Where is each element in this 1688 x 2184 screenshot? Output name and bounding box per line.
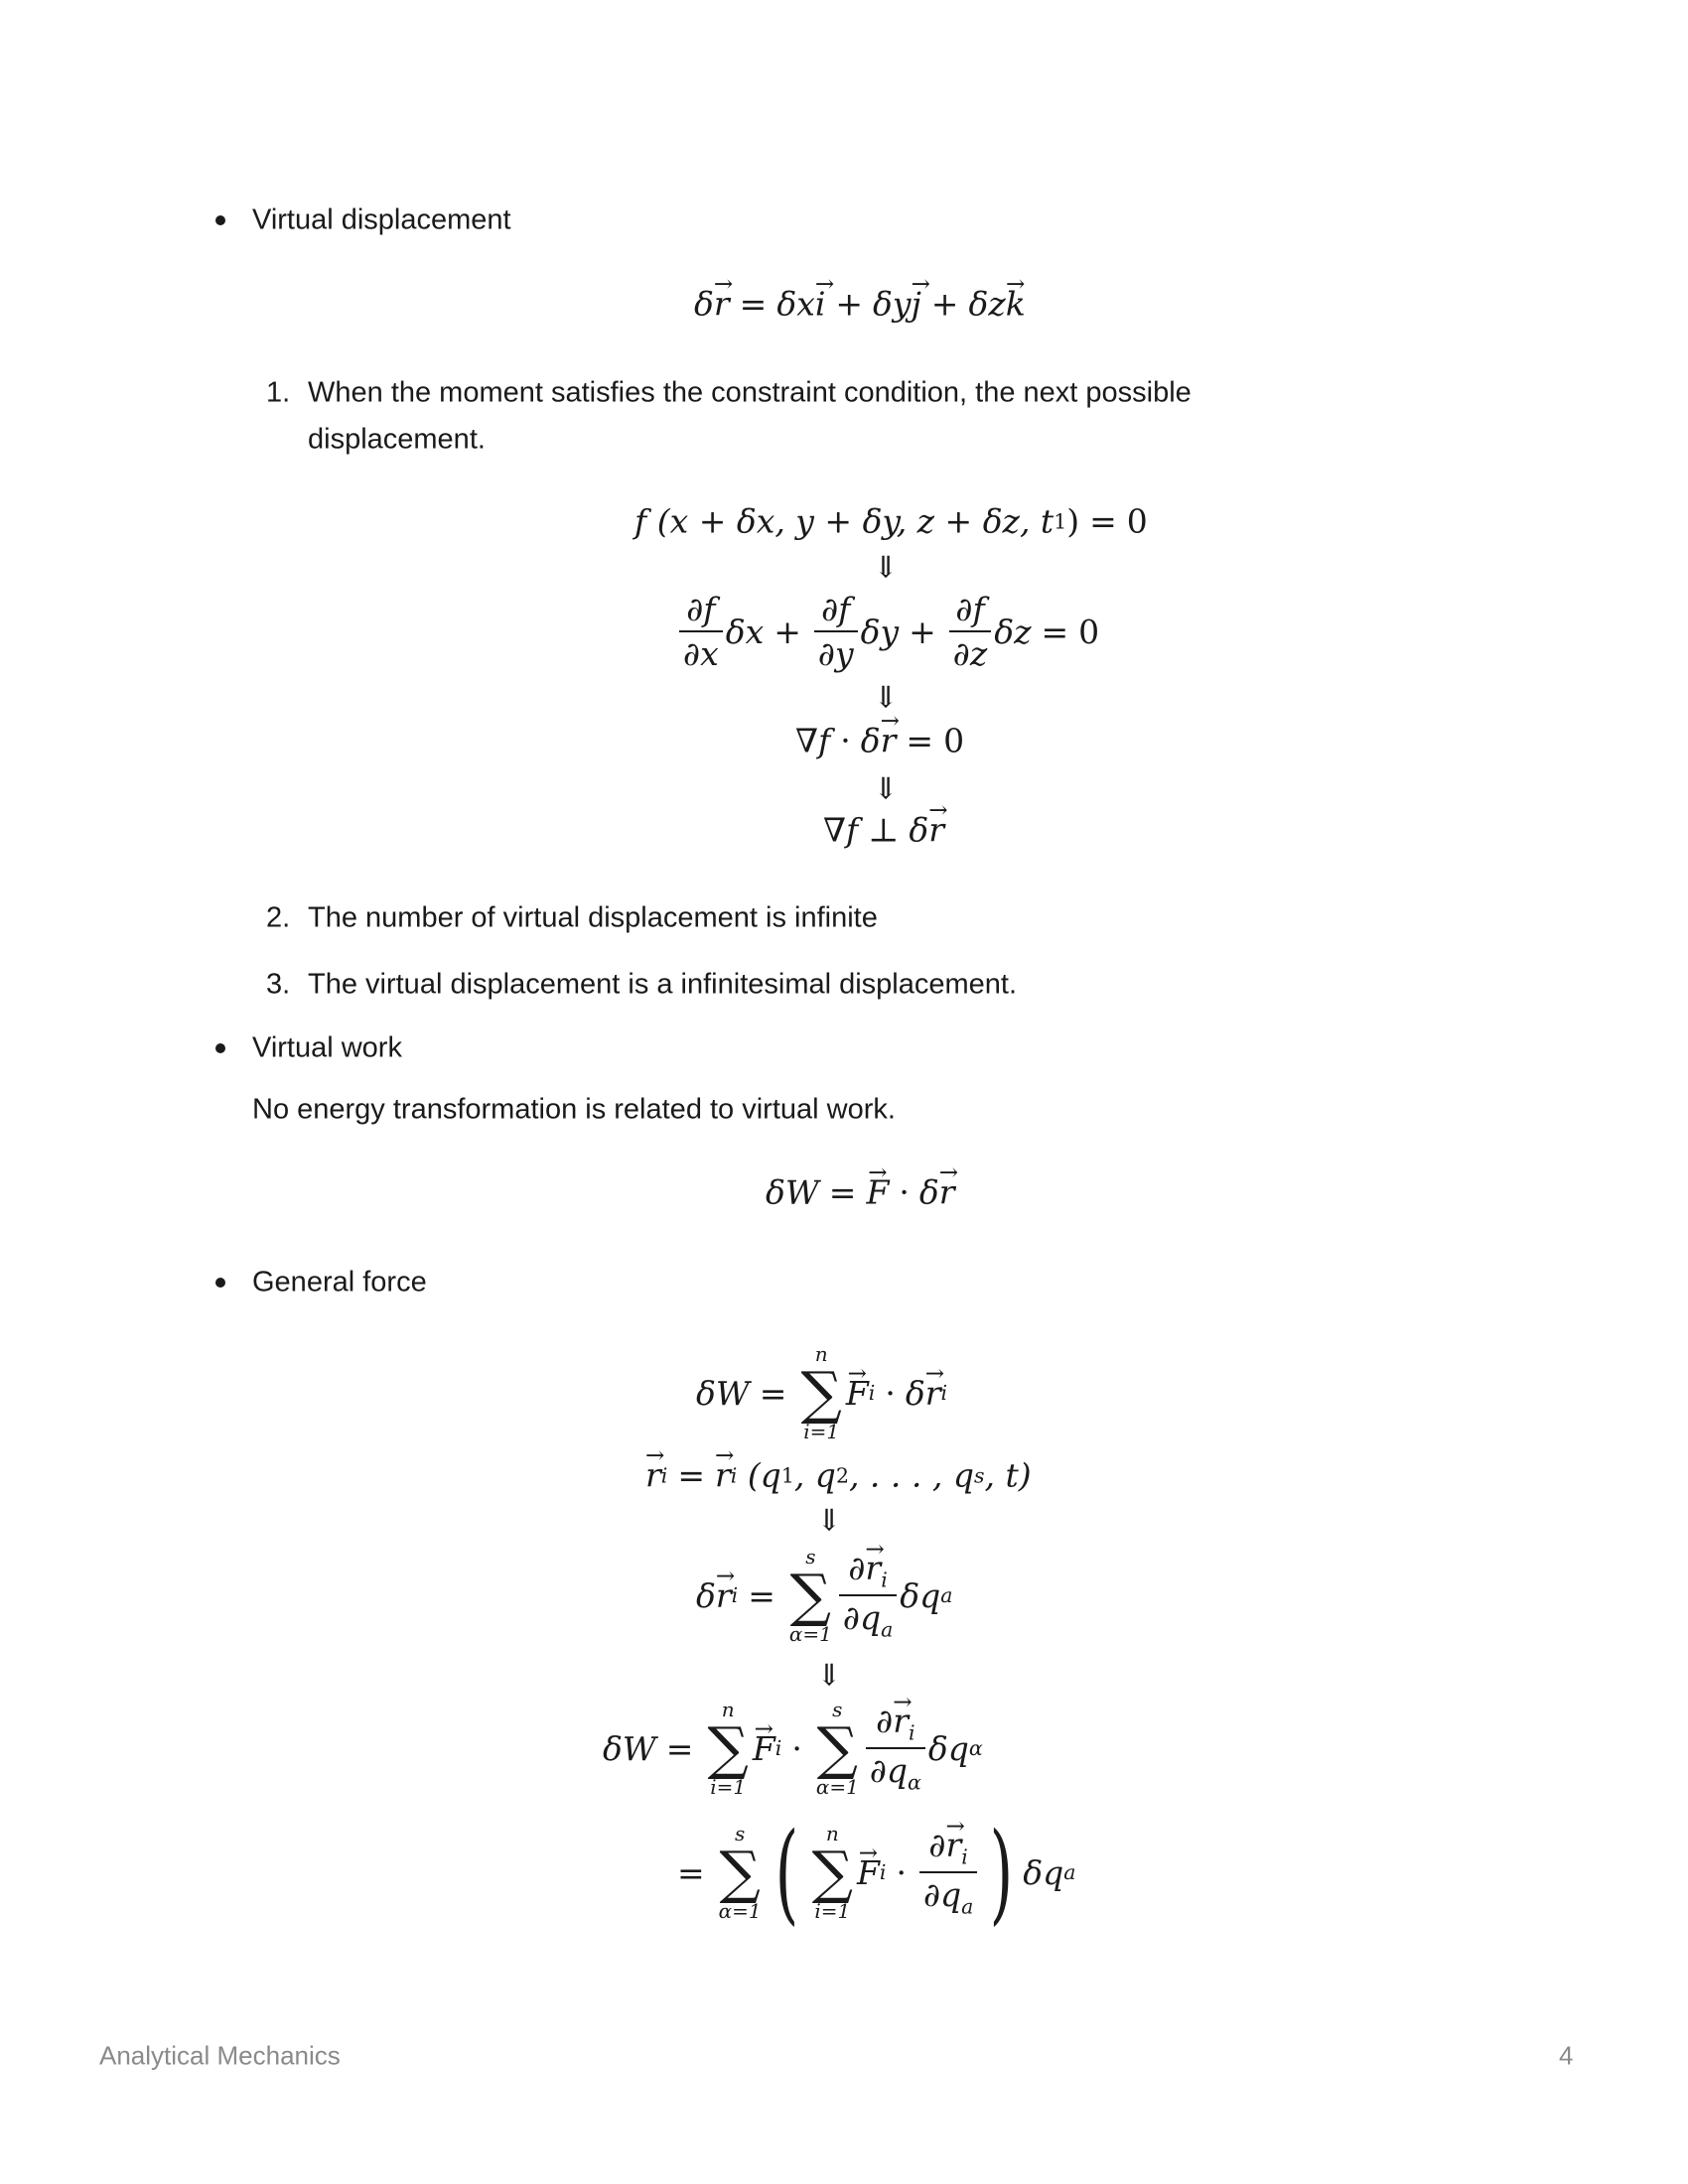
vector-r: r → <box>881 722 897 760</box>
symbol: a <box>881 1617 894 1642</box>
symbol: i <box>881 1569 888 1592</box>
symbol: x <box>745 612 765 651</box>
symbol: + <box>774 612 801 651</box>
symbol: s <box>973 1463 985 1487</box>
symbol: ∂ <box>876 1702 894 1741</box>
symbol: z <box>1014 612 1032 651</box>
symbol: 0 <box>943 721 965 760</box>
symbol: ∂ <box>952 634 970 673</box>
vector-F: F → <box>846 1374 869 1413</box>
implies-arrow-icon: ⇓ <box>873 771 899 807</box>
symbol: f <box>818 721 831 760</box>
symbol: δ <box>860 612 881 651</box>
symbol: , . . . , q <box>848 1455 974 1495</box>
summation <box>812 1824 853 1921</box>
bullet-icon <box>215 1278 225 1288</box>
right-paren: ) <box>989 1809 1014 1936</box>
symbol: ∑ <box>789 1562 832 1629</box>
symbol: = <box>748 1575 775 1615</box>
symbol: δ <box>696 1373 716 1413</box>
symbol: f <box>838 590 851 628</box>
implies-arrow-icon: ⇓ <box>816 1503 842 1539</box>
symbol: s <box>735 1822 746 1845</box>
vector-r: r → <box>645 1456 661 1495</box>
symbol: ∂ <box>928 1826 946 1865</box>
symbol: = <box>759 1373 787 1413</box>
symbol: , q <box>793 1455 836 1495</box>
summation <box>719 1824 762 1921</box>
heading-virtual-work: Virtual work <box>252 1031 402 1064</box>
symbol: f <box>703 590 716 628</box>
vector-r: r → <box>716 1576 732 1615</box>
summation <box>707 1700 748 1797</box>
symbol: y <box>892 284 912 324</box>
symbol: δ <box>860 721 881 760</box>
symbol: ∂ <box>922 1875 941 1914</box>
vector-r: r → <box>715 1456 731 1495</box>
summation <box>800 1344 841 1441</box>
symbol: · <box>885 1373 896 1413</box>
symbol: ∇ <box>795 721 819 760</box>
symbol: = <box>1041 612 1069 651</box>
symbol: 1 <box>1054 509 1067 533</box>
symbol: δ <box>694 284 714 324</box>
symbol: W <box>622 1728 656 1768</box>
list-item-text: The number of virtual displacement is infinite <box>308 901 878 934</box>
symbol: = <box>677 1852 705 1892</box>
footer-title: Analytical Mechanics <box>99 2040 341 2071</box>
symbol: = <box>665 1728 694 1768</box>
vector-r: r → <box>946 1826 962 1864</box>
symbol: i <box>879 1860 887 1884</box>
summation <box>789 1547 832 1644</box>
list-item-text: The virtual displacement is a infinitesimal displacement. <box>308 968 1018 1001</box>
list-number: 2. <box>266 901 291 934</box>
symbol: z <box>988 284 1006 324</box>
symbol: (q <box>747 1455 781 1495</box>
summation <box>816 1700 859 1797</box>
symbol: y <box>880 612 900 651</box>
symbol: 2 <box>835 1463 849 1487</box>
implies-arrow-icon: ⇓ <box>873 680 899 716</box>
symbol: i=1 <box>814 1899 851 1923</box>
vector-k: k → <box>1006 285 1026 324</box>
symbol: ∂ <box>821 590 839 628</box>
symbol: δ <box>994 612 1015 651</box>
equation-position-function <box>645 1456 1032 1495</box>
symbol: s <box>805 1545 816 1569</box>
symbol: · <box>899 1172 910 1212</box>
fraction <box>679 590 723 673</box>
symbol: ∇ <box>823 810 847 850</box>
fraction <box>839 1549 897 1641</box>
symbol: q <box>886 1751 909 1790</box>
symbol: ∂ <box>842 1598 860 1637</box>
symbol: = <box>1089 501 1117 541</box>
symbol: = <box>739 284 768 324</box>
vector-r: r → <box>865 1549 881 1587</box>
vector-r: r → <box>714 285 730 324</box>
list-item-text: displacement. <box>308 423 486 456</box>
symbol: = <box>906 721 934 760</box>
symbol: · <box>896 1852 907 1892</box>
symbol: δ <box>905 1373 925 1413</box>
symbol: ∑ <box>811 1839 853 1906</box>
symbol: i <box>908 1721 915 1745</box>
symbol: + <box>835 284 864 324</box>
symbol: ∑ <box>816 1714 859 1782</box>
symbol: δ <box>725 612 746 651</box>
fraction <box>949 590 991 673</box>
symbol: 1 <box>780 1463 794 1487</box>
equation-work-sum <box>696 1344 947 1441</box>
symbol: i <box>868 1381 876 1405</box>
symbol: q <box>940 1875 962 1914</box>
symbol: ∑ <box>707 1714 749 1782</box>
symbol: α <box>968 1736 983 1760</box>
vector-r: r → <box>925 1374 941 1413</box>
symbol: δ <box>603 1728 623 1768</box>
symbol: (x + δx, y + δy, z + δz, t <box>656 501 1055 541</box>
symbol: i=1 <box>710 1775 747 1799</box>
symbol: i <box>961 1845 968 1869</box>
vector-F: F → <box>857 1853 880 1892</box>
vector-j: j → <box>912 285 921 324</box>
symbol: δ <box>968 284 989 324</box>
symbol: α=1 <box>788 1622 832 1646</box>
fraction <box>814 590 858 673</box>
symbol: α=1 <box>815 1775 859 1799</box>
symbol: W <box>715 1373 750 1413</box>
symbol: ∂ <box>817 634 835 673</box>
vector-r: r → <box>893 1702 909 1740</box>
symbol: i <box>940 1381 948 1405</box>
list-number: 1. <box>266 376 291 409</box>
symbol: i <box>731 1583 739 1607</box>
equation-partials <box>676 590 1099 673</box>
symbol: a <box>940 1583 953 1607</box>
symbol: i <box>774 1736 782 1760</box>
symbol: f <box>972 590 985 628</box>
symbol: x <box>796 284 815 324</box>
symbol: ∂ <box>848 1549 866 1588</box>
equation-constraint <box>634 502 1148 541</box>
vector-i: i → <box>815 285 826 324</box>
vector-F: F → <box>866 1173 889 1212</box>
symbol: α <box>908 1770 921 1795</box>
symbol: δ <box>900 1575 920 1615</box>
symbol: q <box>919 1575 941 1615</box>
bullet-icon <box>215 1043 225 1053</box>
symbol: z <box>969 634 988 673</box>
symbol: + <box>930 284 959 324</box>
symbol: = <box>677 1455 705 1495</box>
implies-arrow-icon: ⇓ <box>873 550 899 586</box>
symbol: + <box>909 612 936 651</box>
symbol: δ <box>909 810 929 850</box>
symbol: δ <box>918 1172 939 1212</box>
symbol: i <box>660 1463 668 1487</box>
equation-work-double-sum <box>603 1700 983 1797</box>
symbol: ) <box>1066 501 1080 541</box>
symbol: q <box>947 1728 969 1768</box>
paragraph: No energy transformation is related to virtual work. <box>252 1093 896 1126</box>
symbol: n <box>814 1342 828 1366</box>
symbol: i <box>730 1463 738 1487</box>
symbol: δ <box>696 1575 716 1615</box>
symbol: δ <box>927 1728 948 1768</box>
symbol: ∂ <box>683 634 701 673</box>
symbol: ∂ <box>955 590 973 628</box>
symbol: q <box>1043 1852 1064 1892</box>
symbol: δ <box>776 284 797 324</box>
heading-virtual-displacement: Virtual displacement <box>252 204 511 236</box>
vector-r: r → <box>928 811 944 850</box>
symbol: ∑ <box>800 1359 842 1427</box>
equation-gradient-dot <box>795 722 964 760</box>
equation-generalized-force <box>667 1809 1076 1936</box>
vector-F: F → <box>753 1729 775 1768</box>
symbol: q <box>859 1598 882 1637</box>
equation-virtual-displacement <box>694 285 1026 324</box>
symbol: n <box>825 1822 839 1845</box>
heading-general-force: General force <box>252 1266 427 1298</box>
list-number: 3. <box>266 968 291 1001</box>
equation-gradient-perp <box>823 811 944 850</box>
symbol: f <box>634 501 647 541</box>
symbol: , t) <box>984 1455 1032 1495</box>
fraction <box>866 1702 925 1794</box>
symbol: ∑ <box>719 1839 761 1906</box>
vector-r: r → <box>939 1173 955 1212</box>
symbol: δ <box>766 1172 785 1212</box>
symbol: · <box>791 1728 802 1768</box>
symbol: = <box>828 1172 857 1212</box>
symbol: ∂ <box>869 1751 887 1790</box>
symbol: α=1 <box>718 1899 762 1923</box>
page-number: 4 <box>1559 2040 1574 2071</box>
symbol: · <box>840 721 851 760</box>
symbol: a <box>961 1894 974 1919</box>
list-item-text: When the moment satisfies the constraint condition, the next possible <box>308 376 1192 409</box>
fraction <box>919 1826 977 1918</box>
symbol: ⊥ <box>868 810 900 850</box>
equation-virtual-work <box>766 1173 955 1212</box>
symbol: ∂ <box>686 590 704 628</box>
symbol: n <box>721 1698 735 1721</box>
equation-displacement-sum <box>696 1547 952 1644</box>
symbol: 0 <box>1126 501 1148 541</box>
symbol: i=1 <box>803 1420 840 1443</box>
bullet-icon <box>215 215 225 225</box>
symbol: f <box>846 810 859 850</box>
symbol: x <box>700 634 719 673</box>
symbol: 0 <box>1078 612 1100 651</box>
implies-arrow-icon: ⇓ <box>816 1658 842 1694</box>
symbol: y <box>834 634 854 673</box>
symbol: δ <box>873 284 893 324</box>
symbol: W <box>784 1172 819 1212</box>
left-paren: ( <box>774 1809 798 1936</box>
symbol: δ <box>1023 1852 1044 1892</box>
symbol: a <box>1063 1860 1076 1884</box>
symbol: s <box>832 1698 843 1721</box>
